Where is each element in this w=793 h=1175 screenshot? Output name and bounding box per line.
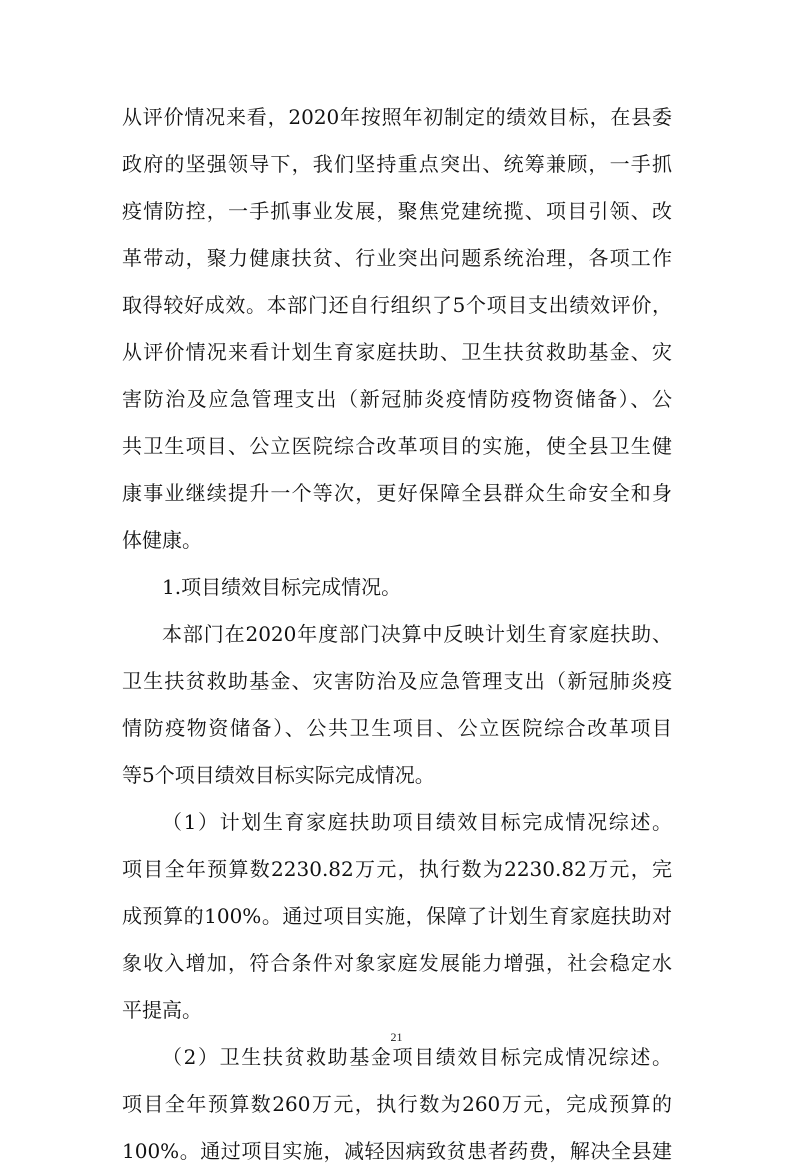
- text-line: 康事业继续提升一个等次，更好保障全县群众生命安全和身: [122, 481, 672, 505]
- section-heading: 1.项目绩效目标完成情况。: [162, 575, 402, 599]
- text-line: 项目全年预算数2230.82万元，执行数为2230.82万元，完: [122, 857, 672, 881]
- text-line: 害防治及应急管理支出（新冠肺炎疫情防疫物资储备）、公: [122, 387, 672, 411]
- text-line: 平提高。: [122, 998, 202, 1022]
- text-line: 革带动，聚力健康扶贫、行业突出问题系统治理，各项工作: [122, 246, 672, 270]
- text-line: 共卫生项目、公立医院综合改革项目的实施，使全县卫生健: [122, 434, 672, 458]
- text-line: 100%。通过项目实施，减轻因病致贫患者药费，解决全县建: [122, 1139, 672, 1163]
- text-line: （1）计划生育家庭扶助项目绩效目标完成情况综述。: [162, 810, 672, 834]
- page-number: 21: [390, 1030, 403, 1044]
- text-line: （2）卫生扶贫救助基金项目绩效目标完成情况综述。: [162, 1045, 672, 1069]
- text-line: 取得较好成效。本部门还自行组织了5个项目支出绩效评价，: [122, 293, 672, 317]
- text-line: 成预算的100%。通过项目实施，保障了计划生育家庭扶助对: [122, 904, 672, 928]
- text-line: 情防疫物资储备）、公共卫生项目、公立医院综合改革项目: [122, 716, 672, 740]
- text-line: 等5个项目绩效目标实际完成情况。: [122, 763, 435, 787]
- text-line: 从评价情况来看，2020年按照年初制定的绩效目标，在县委: [122, 105, 672, 129]
- text-line: 从评价情况来看计划生育家庭扶助、卫生扶贫救助基金、灾: [122, 340, 672, 364]
- text-line: 政府的坚强领导下，我们坚持重点突出、统筹兼顾，一手抓: [122, 152, 672, 176]
- text-line: 本部门在2020年度部门决算中反映计划生育家庭扶助、: [162, 622, 672, 646]
- document-body: [122, 94, 672, 1175]
- text-line: 卫生扶贫救助基金、灾害防治及应急管理支出（新冠肺炎疫: [122, 669, 672, 693]
- text-line: 体健康。: [122, 528, 202, 552]
- text-line: 疫情防控，一手抓事业发展，聚焦党建统揽、项目引领、改: [122, 199, 672, 223]
- text-line: 项目全年预算数260万元，执行数为260万元，完成预算的: [122, 1092, 672, 1116]
- text-line: 象收入增加，符合条件对象家庭发展能力增强，社会稳定水: [122, 951, 672, 975]
